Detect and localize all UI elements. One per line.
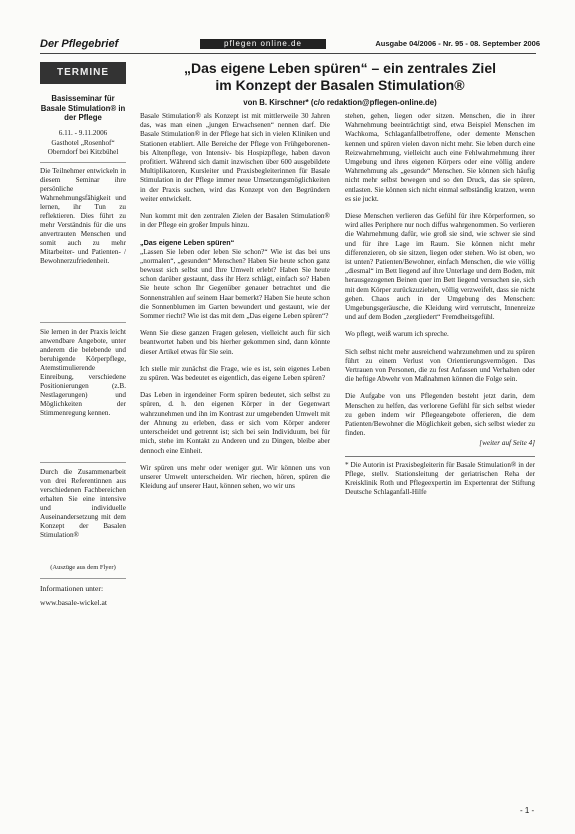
header-rule bbox=[40, 53, 536, 54]
paragraph: Wir spüren uns mehr oder weniger gut. Wir können uns von unserer Umwelt unterscheiden. Wir riechen, hören, spüren die Kleidung auf unserer Haut, können sehen, wo wir uns bbox=[140, 463, 330, 491]
article-byline: von B. Kirschner* (c/o redaktion@pflegen-online.de) bbox=[243, 98, 437, 107]
event-description-2: Sie lernen in der Praxis leicht anwendbare Angebote, unter anderem die belebende und beruhigende Körperpflege, Atemstimulierende Einreibung, verschiedene Positionierungen (z.B. Nestlagerungen) und Möglichkeiten der Stimmenregung kennen. bbox=[40, 328, 126, 417]
paragraph: Diese Menschen verlieren das Gefühl für ihre Körperformen, so wird alles Periphere nur noch diffus wahrgenommen. So verlieren die Wahrnehmung dafür, wie groß sie sind, wie schwer sie sind und für ihre Lage im Raum. Sie können nicht mehr differenzieren, ob sie sitzen, liegen oder stehen. Wo ist oben, wo ist unten? Patienten/Bewohner, einfach Menschen, die wie völlig „diesmal“ im Bett liegend auf ihre Unterlage und dem Boden, mit herausgezogenen Beinen quer im Bett liegend versuchen sie, sich mit dem Körper zurückzuziehen, völlig verzweifelt, dass sie nicht gehen. Chaos auch in der Umgebung des Menschen: Umgebungsgeräusche, die Kleidung wird verrutscht, Innenreize und auf dem Boden „zergliedert“ Fremdheitsgefühl. bbox=[345, 212, 535, 322]
event-description-3: Durch die Zusammenarbeit von drei Referentinnen aus verschiedenen Fachbereichen erhalten Sie eine intensive und individuelle Auseinandersetzung mit dem Konzept der Basalen Stimulation® bbox=[40, 468, 126, 539]
article-column-2 bbox=[345, 112, 535, 506]
paragraph: Wenn Sie diese ganzen Fragen gelesen, vielleicht auch für sich beantwortet haben und bis hierher gekommen sind, dann könnte dieser Artikel etwas für Sie sein. bbox=[140, 329, 330, 356]
masthead bbox=[40, 38, 540, 52]
paragraph: „Lassen Sie leben oder leben Sie schon?“ Wie ist das bei uns „normalen“, „gesunden“ Menschen? Haben Sie heute schon ganz bewusst sich selbst und Ihre Umwelt erlebt? Haben Sie heute schon darüber gestaunt, dass ihr Herz schlägt, einfach so? Haben Sie heute schon Ihr Gegenüber genauer betrachtet und die Sonnenstrahlen auf seinem Haar bemerkt? Haben Sie heute schon die Sonnenblumen im Garten bewundert und gestaunt, wie der Sommer riecht? Wie ist das mit dem „Das eigene Leben spüren“? bbox=[140, 247, 330, 321]
sidebar-divider bbox=[40, 578, 126, 579]
paragraph: Das Leben in irgendeiner Form spüren bedeutet, sich selbst zu spüren, d. h. den eigenen Körper in der Gegenwart wahrzunehmen und ihn im Kontrast zur umgebenden Umwelt mit der Ahnung zu erleben, dass er sich vom Körper anderer unterscheidet und getrennt ist; sich bei sein Individuum, bei für mich, stehe im Kontakt zu Anderen und zu Dingen, bleibe aber dennoch eine Einheit. bbox=[140, 391, 330, 455]
sidebar-divider bbox=[40, 462, 126, 463]
newsletter-title: Der Pflegebrief bbox=[40, 38, 119, 50]
paragraph: Wo pflegt, weiß warum ich spreche. bbox=[345, 330, 449, 339]
flyer-note: (Auszüge aus dem Flyer) bbox=[50, 564, 116, 571]
continue-note: [weiter auf Seite 4] bbox=[479, 438, 535, 447]
author-footnote: * Die Autorin ist Praxisbegleiterin für Basale Stimulation® in der Pflege, stellv. Stationsleitung der geriatrischen Reha der Kreisklinik Roth und Pflegeexpertin im Expertenrat der Stiftung Deutsche Schlaganfall-Hilfe bbox=[345, 460, 535, 497]
article-title-line-1: „Das eigene Leben spüren“ – ein zentrales Ziel bbox=[184, 60, 496, 76]
paragraph: Basale Stimulation® als Konzept ist mit mittlerweile 30 Jahren das, was man einen „jungen Erwachsenen“ nennen darf. Die Basale Stimulation® in der Pflege hat sich in vielen Kliniken und Stationen etabliert. Alle Bereiche der Pflege von Frühgeborenen- bis Altenpflege, von Intensiv- bis Hospizpflege, haben davon profitiert. Während sich damit inzwischen über 600 ausgebildete Multiplikatoren, Kursleiter und Praxisbegleiterinnen für Basale Stimulation in der Pflege immer neue Umsetzungsmöglichkeiten in der Praxis suchen, wird das Konzept von den Begründern weiter entwickelt. bbox=[140, 112, 330, 203]
sidebar-heading: TERMINE bbox=[40, 62, 126, 84]
paragraph: Ich stelle mir zunächst die Frage, wie es ist, sein eigenes Leben zu spüren. Was bedeutet es eigentlich, das eigene Leben spüren? bbox=[140, 364, 330, 383]
event-venue: Gasthotel „Rosenhof“ Oberndorf bei Kitzbühel bbox=[47, 139, 119, 156]
page-number: - 1 - bbox=[520, 806, 535, 815]
info-label: Informationen unter: bbox=[40, 584, 104, 593]
footnote-rule bbox=[345, 456, 535, 457]
article-title-line-2: im Konzept der Basalen Stimulation® bbox=[215, 77, 465, 93]
sidebar-divider bbox=[40, 162, 126, 163]
subheading: „Das eigene Leben spüren“ bbox=[140, 238, 235, 248]
site-logo: pflegen online.de bbox=[200, 39, 326, 49]
info-link[interactable]: www.basale-wickel.at bbox=[40, 598, 107, 607]
paragraph: Die Aufgabe von uns Pflegenden besteht jetzt darin, dem Menschen zu helfen, das verlorene Gefühl für sich selbst wieder zu geben indem wir Pflegeangebote offerieren, die dem Patienten/Bewohner die Möglichkeit geben, sich selbst wieder zu finden. bbox=[345, 392, 535, 438]
event-title: Basisseminar für Basale Stimulation® in der Pflege bbox=[40, 94, 126, 122]
sidebar-divider bbox=[40, 322, 126, 323]
paragraph: Nun kommt mit den zentralen Zielen der Basalen Stimulation® in der Pflege ein großer Impuls hinzu. bbox=[140, 212, 330, 230]
event-description-1: Die Teilnehmer entwickeln in diesem Seminar ihre persönliche Wahrnehmungsfähigkeit und lernen, ihr Tun zu reflektieren. Dies führt zu mehr Verständnis für die uns anvertrauten Menschen und somit auch zu mehr Mitarbeiter- und Patienten- / Bewohnerzufriedenheit. bbox=[40, 167, 126, 265]
paragraph: stehen, gehen, liegen oder sitzen. Menschen, die in ihrer Wahrnehmung beeinträchtigt sind, etwa Beispiel Menschen im Wachkoma, Schlaganfallbetroffene, oder demente Menschen kennen und spüren vielen davon nicht mehr. Sie leben durch eine Reizwahrnehmung, vielleicht auch eine Fehlwahrnehmung ihrer Umgebung und ihres eigenen Körpers oder eine völlig andere Wahrnehmung als „gesunde“ Menschen. Sie können sich häufig nicht mehr selbst bewegen und so den Druck, das sie spüren, entlasten. Sie können sich nicht einmal selbständig kratzen, wenn es sie juckt. bbox=[345, 112, 535, 203]
paragraph: Sich selbst nicht mehr ausreichend wahrzunehmen und zu spüren führt zu einem Verlust von Orientierungsvermögen. Das Vertrauen von Personen, die zu fest Anfassen und Verhalten oder die heftige Abwehr von Maßnahmen können die Folge sein. bbox=[345, 347, 535, 384]
article-column-1 bbox=[140, 112, 330, 499]
article-title bbox=[140, 60, 540, 94]
event-dates: 6.11. - 9.11.2006 bbox=[58, 129, 108, 137]
issue-info: Ausgabe 04/2006 - Nr. 95 - 08. September 2006 bbox=[375, 39, 540, 48]
